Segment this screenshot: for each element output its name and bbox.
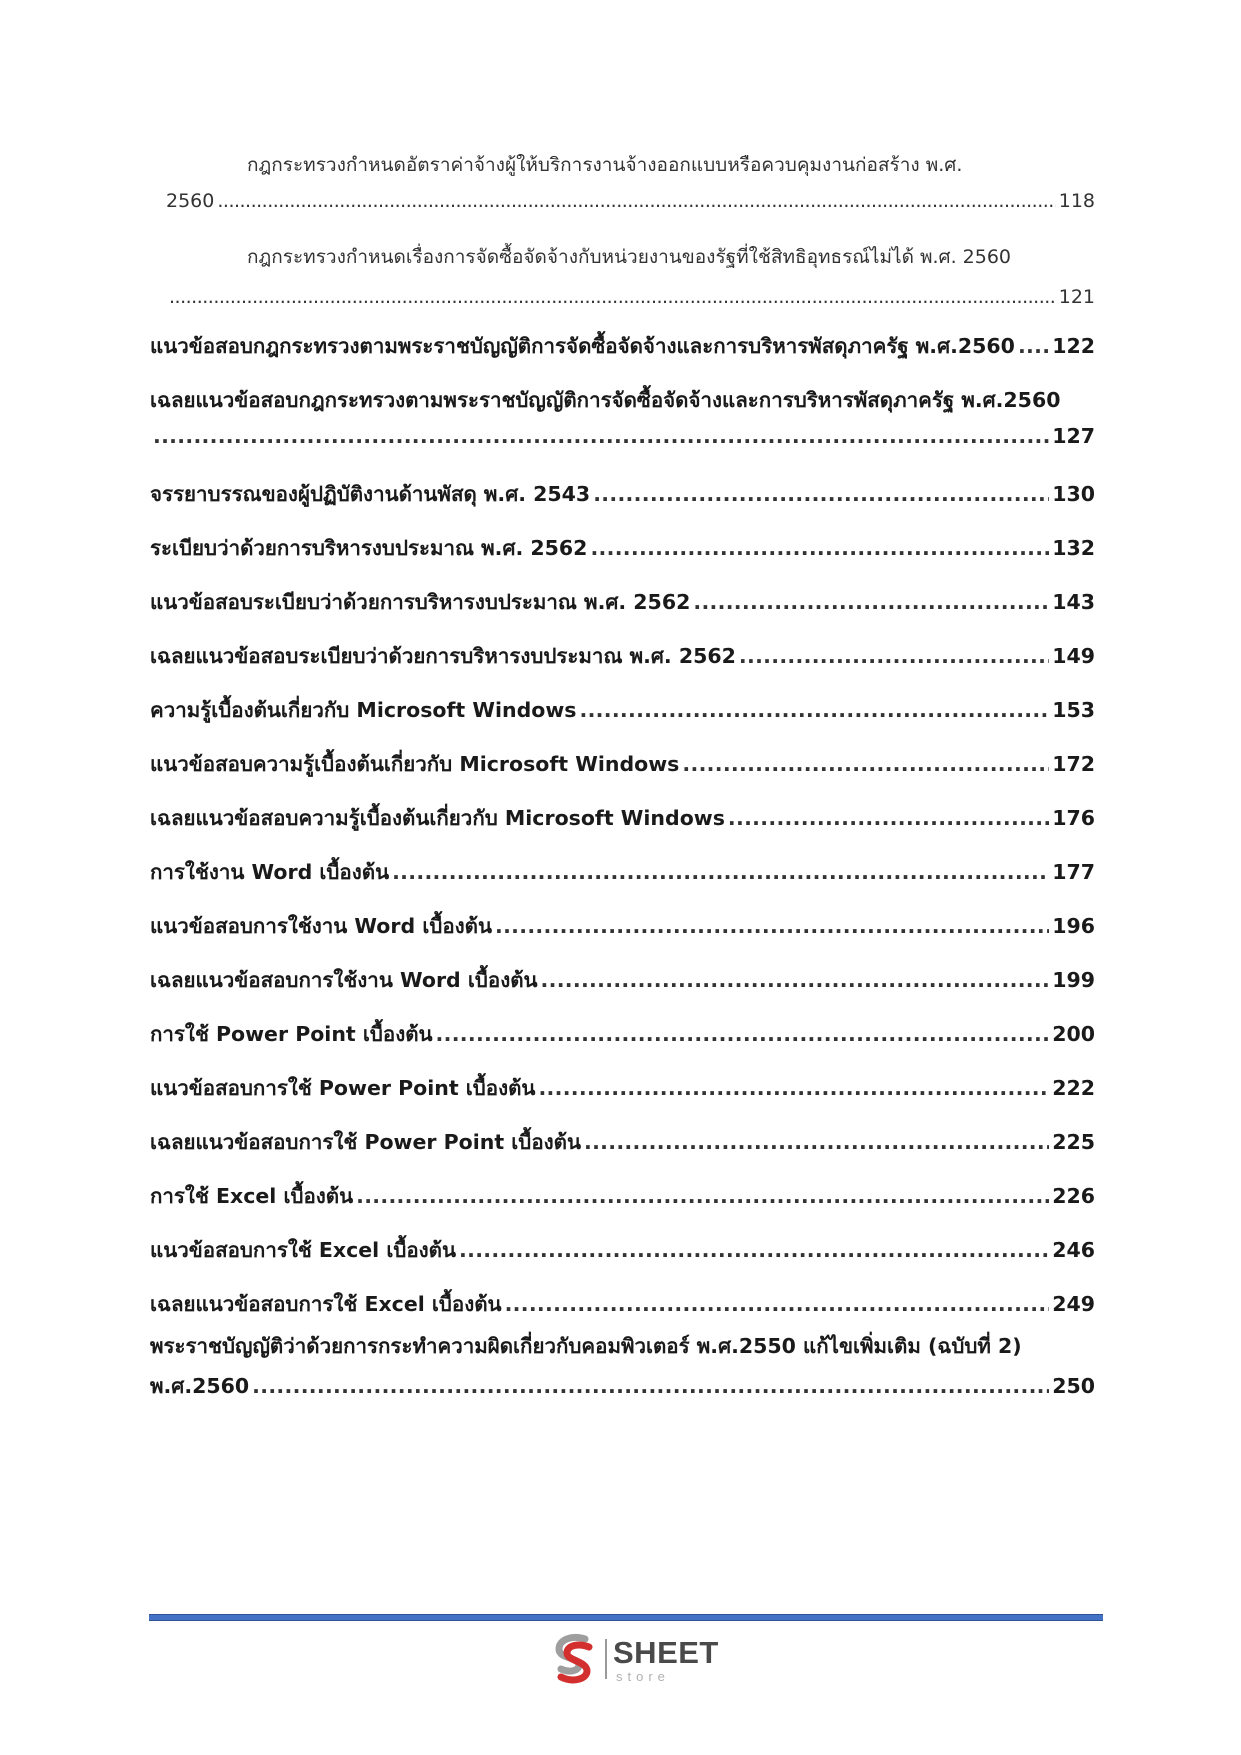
toc-entry[interactable] bbox=[150, 640, 1095, 680]
toc-page-number: 118 bbox=[1058, 190, 1095, 212]
toc-entry[interactable] bbox=[150, 330, 1095, 370]
logo-subtext: store bbox=[616, 1669, 670, 1684]
toc-page-number: 153 bbox=[1052, 698, 1095, 722]
logo-separator bbox=[605, 1639, 607, 1679]
dot-leader bbox=[505, 1292, 1050, 1316]
toc-page-number: 143 bbox=[1052, 590, 1095, 614]
dot-leader bbox=[593, 482, 1049, 506]
toc-entry-title: แนวข้อสอบการใช้ Power Point เบื้องต้น bbox=[150, 1076, 536, 1100]
dot-leader bbox=[739, 644, 1049, 668]
toc-entry[interactable] bbox=[150, 586, 1095, 626]
toc-entry[interactable] bbox=[150, 532, 1095, 572]
dot-leader bbox=[1018, 334, 1049, 358]
toc-entry-title: เฉลยแนวข้อสอบการใช้งาน Word เบื้องต้น bbox=[150, 968, 538, 992]
toc-entry-title: การใช้ Power Point เบื้องต้น bbox=[150, 1022, 433, 1046]
toc-entry[interactable] bbox=[150, 802, 1095, 842]
toc-entry-title: กฎกระทรวงกำหนดอัตราค่าจ้างผู้ให้บริการงานจ้างออกแบบหรือควบคุมงานก่อสร้าง พ.ศ. bbox=[247, 154, 963, 176]
toc-page-number: 249 bbox=[1052, 1292, 1095, 1316]
toc-page-number: 250 bbox=[1052, 1374, 1095, 1398]
dot-leader bbox=[459, 1238, 1049, 1262]
toc-entry[interactable] bbox=[150, 478, 1095, 518]
toc-entry[interactable] bbox=[150, 242, 1095, 326]
toc-entry-title: แนวข้อสอบระเบียบว่าด้วยการบริหารงบประมาณ พ.ศ. 2562 bbox=[150, 590, 691, 614]
dot-leader bbox=[252, 1374, 1049, 1398]
toc-entry[interactable] bbox=[150, 910, 1095, 950]
toc-page-number: 222 bbox=[1052, 1076, 1095, 1100]
toc-entry[interactable] bbox=[150, 1288, 1095, 1328]
toc-page-number: 176 bbox=[1052, 806, 1095, 830]
dot-leader bbox=[590, 536, 1049, 560]
dot-leader bbox=[436, 1022, 1050, 1046]
toc-page-number: 132 bbox=[1052, 536, 1095, 560]
dot-leader bbox=[392, 860, 1049, 884]
dot-leader bbox=[728, 806, 1049, 830]
toc-page-number: 199 bbox=[1052, 968, 1095, 992]
dot-leader bbox=[538, 1076, 1049, 1100]
toc-entry-title: แนวข้อสอบการใช้ Excel เบื้องต้น bbox=[150, 1238, 457, 1262]
toc-page-number: 130 bbox=[1052, 482, 1095, 506]
toc-page-number: 225 bbox=[1052, 1130, 1095, 1154]
toc-entry-title: เฉลยแนวข้อสอบกฎกระทรวงตามพระราชบัญญัติการจัดซื้อจัดจ้างและการบริหารพัสดุภาครัฐ พ.ศ.2560 bbox=[150, 388, 1061, 412]
sheet-store-logo bbox=[549, 1633, 729, 1688]
toc-entry-title: เฉลยแนวข้อสอบความรู้เบื้องต้นเกี่ยวกับ Microsoft Windows bbox=[150, 806, 725, 830]
toc-entry-title: แนวข้อสอบกฎกระทรวงตามพระราชบัญญัติการจัดซื้อจัดจ้างและการบริหารพัสดุภาครัฐ พ.ศ.2560 bbox=[150, 334, 1015, 358]
footer-rule bbox=[149, 1614, 1103, 1621]
toc-page-number: 121 bbox=[1058, 286, 1095, 308]
toc-entry[interactable] bbox=[150, 856, 1095, 896]
toc-entry[interactable] bbox=[150, 1234, 1095, 1274]
toc-entry[interactable] bbox=[150, 150, 1095, 230]
toc-entry-continuation: 2560 bbox=[166, 190, 215, 212]
toc-page-number: 177 bbox=[1052, 860, 1095, 884]
dot-leader bbox=[584, 1130, 1049, 1154]
toc-entry[interactable] bbox=[150, 964, 1095, 1004]
toc-entry-title: แนวข้อสอบการใช้งาน Word เบื้องต้น bbox=[150, 914, 492, 938]
dot-leader bbox=[541, 968, 1050, 992]
toc-page-number: 172 bbox=[1052, 752, 1095, 776]
toc-page-number: 226 bbox=[1052, 1184, 1095, 1208]
toc-entry[interactable] bbox=[150, 1072, 1095, 1112]
toc-entry[interactable] bbox=[150, 384, 1095, 464]
toc-entry-title: ความรู้เบื้องต้นเกี่ยวกับ Microsoft Windows bbox=[150, 698, 577, 722]
toc-entry[interactable] bbox=[150, 1180, 1095, 1220]
toc-entry-title: เฉลยแนวข้อสอบระเบียบว่าด้วยการบริหารงบประมาณ พ.ศ. 2562 bbox=[150, 644, 736, 668]
toc-page-number: 196 bbox=[1052, 914, 1095, 938]
dot-leader bbox=[682, 752, 1049, 776]
toc-entry[interactable] bbox=[150, 1126, 1095, 1166]
toc-page-number: 246 bbox=[1052, 1238, 1095, 1262]
toc-entry[interactable] bbox=[150, 748, 1095, 788]
toc-entry-title: การใช้ Excel เบื้องต้น bbox=[150, 1184, 354, 1208]
dot-leader bbox=[169, 286, 1056, 308]
toc-page-number: 149 bbox=[1052, 644, 1095, 668]
toc-page-number: 127 bbox=[1052, 424, 1095, 448]
toc-page-number: 200 bbox=[1052, 1022, 1095, 1046]
dot-leader bbox=[495, 914, 1049, 938]
toc-entry-title: ระเบียบว่าด้วยการบริหารงบประมาณ พ.ศ. 2562 bbox=[150, 536, 588, 560]
dot-leader bbox=[579, 698, 1049, 722]
logo-wordmark: SHEET bbox=[613, 1635, 719, 1670]
toc-entry-title: กฎกระทรวงกำหนดเรื่องการจัดซื้อจัดจ้างกับหน่วยงานของรัฐที่ใช้สิทธิอุทธรณ์ไม่ได้ พ.ศ. 2560 bbox=[247, 246, 1011, 268]
toc-entry[interactable] bbox=[150, 694, 1095, 734]
sheet-store-logo-icon bbox=[549, 1633, 599, 1685]
toc-entry-title: พระราชบัญญัติว่าด้วยการกระทำความผิดเกี่ยวกับคอมพิวเตอร์ พ.ศ.2550 แก้ไขเพิ่มเติม (ฉบับที่ 2) bbox=[150, 1334, 1022, 1358]
toc-entry-title: เฉลยแนวข้อสอบการใช้ Excel เบื้องต้น bbox=[150, 1292, 502, 1316]
toc-page-number: 122 bbox=[1052, 334, 1095, 358]
dot-leader bbox=[217, 190, 1055, 212]
toc-entry-title: การใช้งาน Word เบื้องต้น bbox=[150, 860, 390, 884]
dot-leader bbox=[153, 424, 1049, 448]
toc-entry-continuation: พ.ศ.2560 bbox=[150, 1374, 250, 1398]
toc-entry-title: เฉลยแนวข้อสอบการใช้ Power Point เบื้องต้น bbox=[150, 1130, 581, 1154]
toc-entry[interactable] bbox=[150, 1330, 1095, 1410]
toc-entry-title: จรรยาบรรณของผู้ปฏิบัติงานด้านพัสดุ พ.ศ. 2543 bbox=[150, 482, 591, 506]
toc-entry-title: แนวข้อสอบความรู้เบื้องต้นเกี่ยวกับ Microsoft Windows bbox=[150, 752, 680, 776]
toc-entry[interactable] bbox=[150, 1018, 1095, 1058]
dot-leader bbox=[356, 1184, 1049, 1208]
dot-leader bbox=[693, 590, 1049, 614]
